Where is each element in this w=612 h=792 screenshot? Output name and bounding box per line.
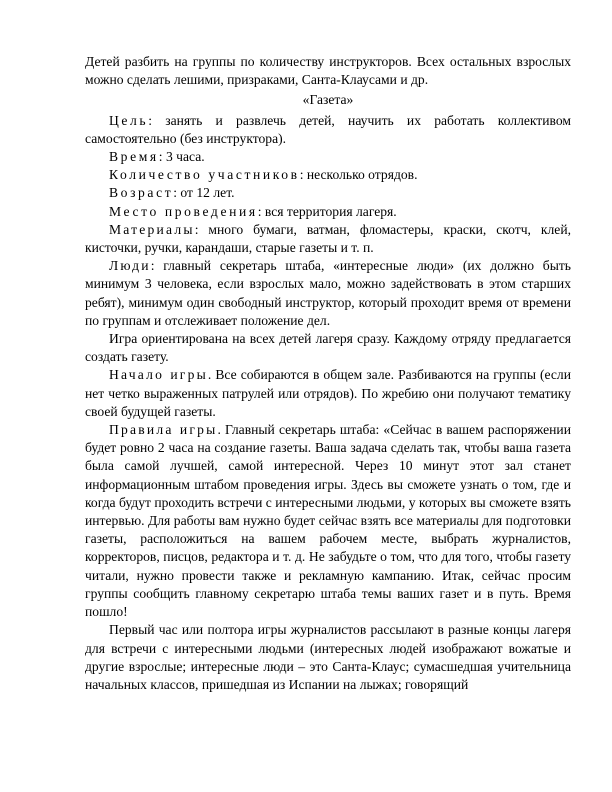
- first-hour-paragraph: Первый час или полтора игры журналистов рассылают в разные концы лагеря для встречи с интересными людьми (интересных людей изображают вожатые и другие взрослые; интересные люди – это Санта-Клаус; сумасшедшая учительница начальных классов, пришедшая из Испании на лыжах; говорящий: [85, 622, 571, 692]
- orientation-paragraph: Игра ориентирована на всех детей лагеря сразу. Каждому отряду предлагается создать газету.: [85, 331, 571, 365]
- age-label: Возраст: [109, 185, 174, 201]
- people-text: : главный секретарь штаба, «интересные люди» (их должно быть минимум 3 человека, если взрослых мало, можно задействовать в этом старших ребят), минимум один свободный инструктор, который проходит время от времени по группам и отслеживает положение дел.: [85, 258, 571, 328]
- intro-paragraph: Детей разбить на группы по количеству инструкторов. Всех остальных взрослых можно сделать лешими, призраками, Санта-Клаусами и др.: [85, 54, 571, 88]
- goal-label: Цель: [109, 112, 149, 128]
- goal-paragraph: [85, 112, 571, 148]
- age-paragraph: [85, 184, 571, 202]
- document-page: [85, 53, 571, 694]
- rules-paragraph: [85, 421, 571, 621]
- start-text: . Все собираются в общем зале. Разбиваются на группы (если нет четко выраженных патрулей или отрядов). По жребию они получают тематику своей будущей газеты.: [85, 367, 571, 419]
- start-paragraph: [85, 366, 571, 421]
- people-paragraph: [85, 257, 571, 330]
- time-paragraph: [85, 148, 571, 166]
- rules-text: . Главный секретарь штаба: «Сейчас в вашем распоряжении будет ровно 2 часа на создание газеты. Ваша задача сделать так, чтобы ваша газета была самой лучшей, самой интересной. Через 10 минут этот зал станет информационным штабом проведения игры. Здесь вы сможете узнать о том, где и когда будут проходить встречи с интересными людьми, у которых вы сможете взять интервью. Для работы вам нужно будет сейчас взять все материалы для подготовки газеты, расположиться на вашем рабочем месте, выбрать журналистов, корректоров, писцов, редактора и т. д. Не забудьте о том, что для того, чтобы газету читали, нужно провести также и рекламную кампанию. Итак, сейчас просим группы сообщить главному секретарю штаба темы ваших газет и в путь. Время пошло!: [85, 422, 571, 620]
- time-text: : 3 часа.: [158, 149, 205, 165]
- section-title: «Газета»: [302, 92, 354, 108]
- materials-label: Материалы: [109, 221, 195, 237]
- time-label: Время: [109, 149, 159, 165]
- participants-text: : несколько отрядов.: [299, 167, 418, 183]
- place-text: : вся территория лагеря.: [257, 203, 397, 219]
- materials-paragraph: [85, 221, 571, 257]
- place-label: Место проведения: [109, 203, 258, 219]
- people-label: Люди: [109, 258, 151, 274]
- rules-label: Правила игры: [109, 422, 218, 438]
- participants-label: Количество участников: [109, 167, 300, 183]
- materials-text: : много бумаги, ватман, фломастеры, краски, скотч, клей, кисточки, ручки, карандаши, старые газеты и т. п.: [85, 221, 571, 256]
- place-paragraph: [85, 203, 571, 221]
- start-label: Начало игры: [109, 367, 208, 383]
- participants-paragraph: [85, 166, 571, 184]
- goal-text: : занять и развлечь детей, научить их работать коллективом самостоятельно (без инструктора).: [85, 112, 571, 146]
- age-text: : от 12 лет.: [173, 185, 235, 201]
